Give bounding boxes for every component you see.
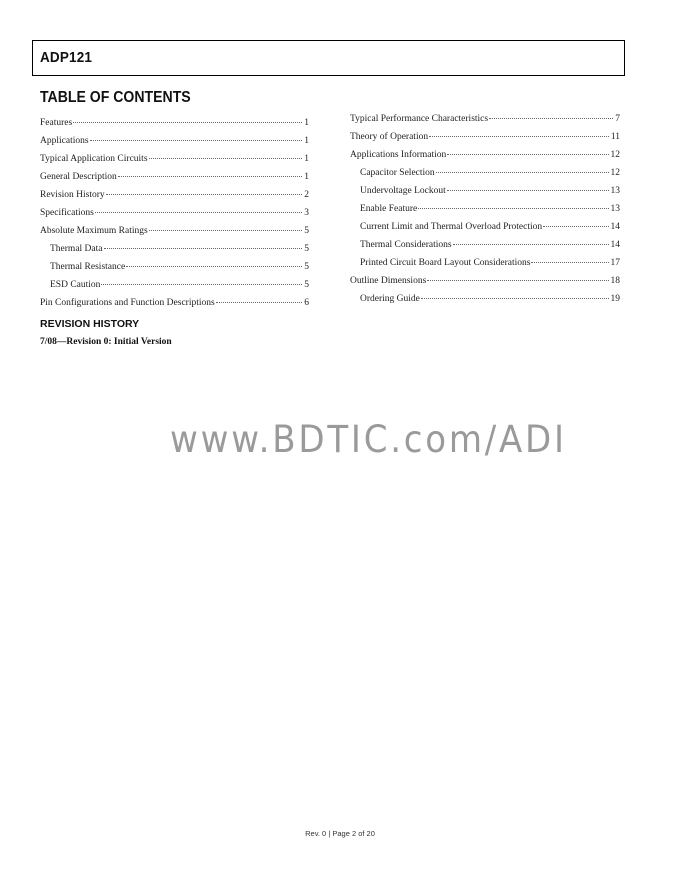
part-number: ADP121 xyxy=(40,49,93,66)
toc-leader-dots xyxy=(101,274,302,285)
watermark: www.BDTIC.com/ADI xyxy=(170,418,567,461)
toc-entry-label: Printed Circuit Board Layout Considerations xyxy=(360,258,531,268)
toc-entry-label: Undervoltage Lockout xyxy=(360,186,446,196)
toc-entry-page: 3 xyxy=(304,208,309,218)
toc-leader-dots xyxy=(429,126,609,137)
toc-entry-page: 11 xyxy=(610,132,620,142)
toc-entry-label: Pin Configurations and Function Descriptions xyxy=(40,298,215,308)
toc-entry-page: 5 xyxy=(304,244,309,254)
toc-entry-label: Thermal Considerations xyxy=(360,240,452,250)
toc-entry-label: Absolute Maximum Ratings xyxy=(40,226,148,236)
toc-leader-dots xyxy=(489,108,613,119)
toc-leader-dots xyxy=(543,216,608,227)
header-box xyxy=(32,40,625,76)
toc-entry-page: 1 xyxy=(304,172,309,182)
toc-entry-page: 1 xyxy=(304,154,309,164)
toc-leader-dots xyxy=(106,184,303,195)
toc-entry-label: Capacitor Selection xyxy=(360,168,435,178)
toc-entry-label: Thermal Resistance xyxy=(50,262,126,272)
toc-entry-label: Applications xyxy=(40,136,89,146)
toc-entry-page: 5 xyxy=(304,280,309,290)
toc-entry-page: 5 xyxy=(304,262,309,272)
toc-entry-label: Thermal Data xyxy=(50,244,103,254)
toc-leader-dots xyxy=(421,288,609,299)
toc-leader-dots xyxy=(104,238,303,249)
toc-entry-label: Enable Feature xyxy=(360,204,418,214)
toc-title: TABLE OF CONTENTS xyxy=(40,89,191,106)
toc-entry-label: Specifications xyxy=(40,208,94,218)
toc-leader-dots xyxy=(95,202,302,213)
toc-entry-label: Typical Application Circuits xyxy=(40,154,148,164)
toc-leader-dots xyxy=(73,112,302,123)
toc-leader-dots xyxy=(149,148,303,159)
toc-entry-page: 12 xyxy=(610,168,620,178)
toc-entry-page: 7 xyxy=(615,114,620,124)
toc-entry-label: Applications Information xyxy=(350,150,447,160)
toc-entry-page: 18 xyxy=(610,276,620,286)
toc-entry-label: Theory of Operation xyxy=(350,132,429,142)
toc-left-column xyxy=(40,114,309,312)
toc-entry-label: Current Limit and Thermal Overload Protection xyxy=(360,222,543,232)
toc-leader-dots xyxy=(447,144,608,155)
toc-entry-label: Features xyxy=(40,118,73,128)
toc-leader-dots xyxy=(427,270,608,281)
toc-entry-page: 13 xyxy=(610,204,620,214)
toc-entry-label: Outline Dimensions xyxy=(350,276,427,286)
revision-history-heading: REVISION HISTORY xyxy=(40,318,140,330)
page-footer: Rev. 0 | Page 2 of 20 xyxy=(305,829,375,838)
toc-entry-label: General Description xyxy=(40,172,117,182)
toc-entry-page: 14 xyxy=(610,240,620,250)
toc-entry-label: Ordering Guide xyxy=(360,294,420,304)
toc-leader-dots xyxy=(436,162,609,173)
toc-leader-dots xyxy=(531,252,608,263)
toc-entry-label: ESD Caution xyxy=(50,280,101,290)
toc-entry-label: Revision History xyxy=(40,190,105,200)
toc-entry-page: 17 xyxy=(610,258,620,268)
toc-entry-page: 13 xyxy=(610,186,620,196)
revision-entry: 7/08—Revision 0: Initial Version xyxy=(40,337,172,347)
toc-entry[interactable] xyxy=(350,290,620,308)
toc-entry-page: 19 xyxy=(610,294,620,304)
toc-entry-page: 2 xyxy=(304,190,309,200)
toc-leader-dots xyxy=(418,198,608,209)
toc-leader-dots xyxy=(447,180,609,191)
toc-leader-dots xyxy=(118,166,302,177)
toc-right-column xyxy=(350,110,620,308)
toc-entry-page: 1 xyxy=(304,118,309,128)
toc-leader-dots xyxy=(453,234,609,245)
toc-leader-dots xyxy=(126,256,302,267)
toc-entry-page: 5 xyxy=(304,226,309,236)
toc-leader-dots xyxy=(216,292,303,303)
toc-entry[interactable] xyxy=(40,294,309,312)
toc-entry-page: 1 xyxy=(304,136,309,146)
toc-leader-dots xyxy=(90,130,303,141)
toc-entry-label: Typical Performance Characteristics xyxy=(350,114,489,124)
toc-leader-dots xyxy=(149,220,303,231)
toc-entry-page: 6 xyxy=(304,298,309,308)
toc-entry-page: 14 xyxy=(610,222,620,232)
toc-entry-page: 12 xyxy=(610,150,620,160)
